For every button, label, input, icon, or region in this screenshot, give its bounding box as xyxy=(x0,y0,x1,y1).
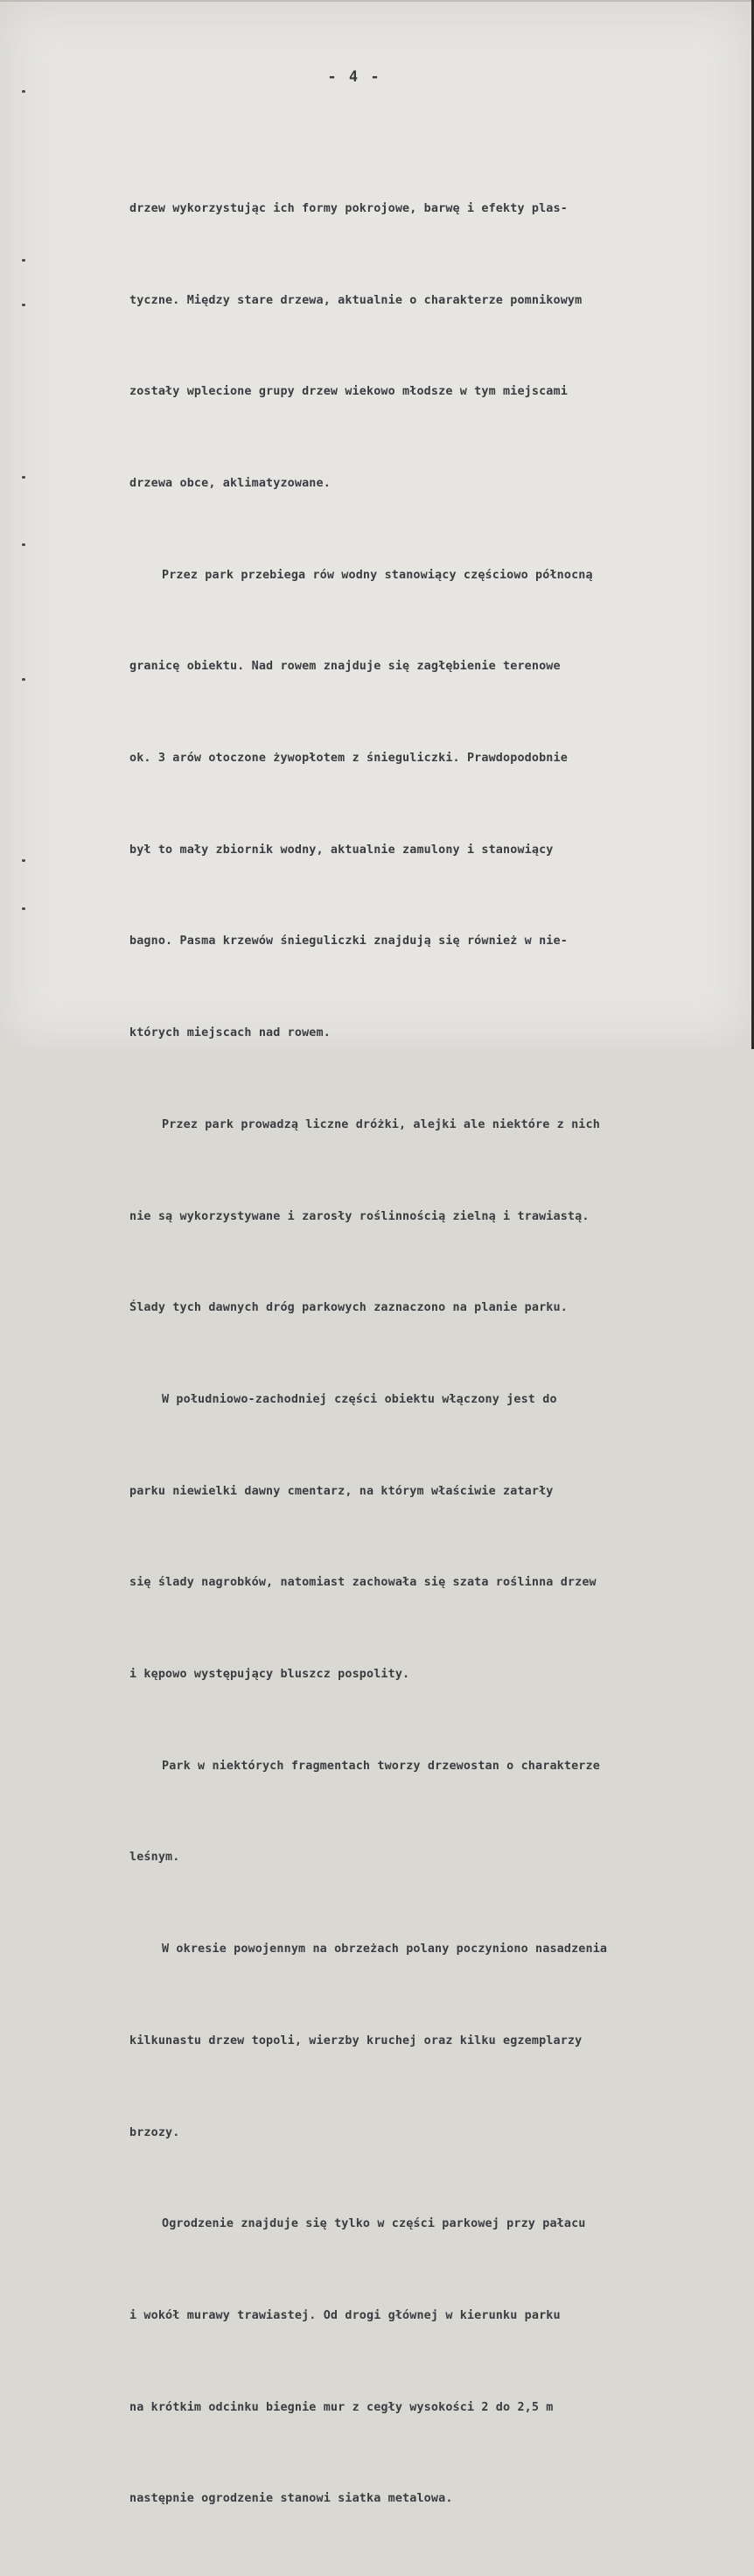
page-number: - 4 - xyxy=(327,68,381,86)
binding-mark xyxy=(22,476,25,479)
binding-mark xyxy=(22,859,25,862)
binding-mark xyxy=(22,543,25,546)
text-line: drzewa obce, aklimatyzowane. xyxy=(129,476,331,490)
binding-mark xyxy=(22,678,25,681)
binding-mark xyxy=(22,90,25,93)
binding-mark xyxy=(22,304,25,306)
text-line: i kępowo występujący bluszcz pospolity. xyxy=(129,1668,410,1682)
binding-mark xyxy=(22,259,25,262)
text-line: leśnym. xyxy=(129,1851,180,1865)
text-line: drzew wykorzystując ich formy pokrojowe, barwę i efekty plas- xyxy=(129,201,568,215)
text-line: parku niewielki dawny cmentarz, na którym właściwie zatarły xyxy=(129,1484,554,1498)
text-line: był to mały zbiornik wodny, aktualnie zamulony i stanowiący xyxy=(129,843,554,857)
text-line: bagno. Pasma krzewów śnieguliczki znajdują się również w nie- xyxy=(129,934,568,948)
binding-marks xyxy=(19,0,31,1049)
text-line: których miejscach nad rowem. xyxy=(129,1026,331,1040)
paragraph-first-line: Przez park przebiega rów wodny stanowiący częściowo północną xyxy=(162,568,593,582)
text-line: nie są wykorzystywane i zarosły roślinnością zielną i trawiastą. xyxy=(129,1209,590,1223)
paragraph-first-line: Ogrodzenie znajduje się tylko w części parkowej przy pałacu xyxy=(162,2217,586,2231)
text-line: na krótkim odcinku biegnie mur z cegły wysokości 2 do 2,5 m xyxy=(129,2400,554,2414)
text-line: tyczne. Między stare drzewa, aktualnie o charakterze pomnikowym xyxy=(129,293,583,307)
text-line: granicę obiektu. Nad rowem znajduje się zagłębienie terenowe xyxy=(129,660,561,674)
text-line: zostały wplecione grupy drzew wiekowo młodsze w tym miejscami xyxy=(129,385,568,399)
paragraph-first-line: W południowo-zachodniej części obiektu włączony jest do xyxy=(162,1392,557,1406)
text-line: następnie ogrodzenie stanowi siatka metalowa. xyxy=(129,2492,453,2506)
typewritten-text xyxy=(129,133,742,2576)
text-line: Ślady tych dawnych dróg parkowych zaznaczono na planie parku. xyxy=(129,1301,568,1315)
paragraph-first-line: Park w niektórych fragmentach tworzy drzewostan o charakterze xyxy=(162,1759,600,1773)
page-top-edge xyxy=(0,0,754,2)
paragraph-first-line: W okresie powojennym na obrzeżach polany poczyniono nasadzenia xyxy=(162,1942,608,1956)
text-line: brzozy. xyxy=(129,2125,180,2139)
text-line: się ślady nagrobków, natomiast zachowała się szata roślinna drzew xyxy=(129,1576,597,1590)
paragraph-first-line: Przez park prowadzą liczne dróżki, alejki ale niektóre z nich xyxy=(162,1117,600,1131)
text-line: ok. 3 arów otoczone żywopłotem z śnieguliczki. Prawdopodobnie xyxy=(129,752,568,766)
binding-mark xyxy=(22,907,25,910)
text-line: kilkunastu drzew topoli, wierzby kruchej oraz kilku egzemplarzy xyxy=(129,2034,583,2048)
text-line: i wokół murawy trawiastej. Od drogi głównej w kierunku parku xyxy=(129,2308,561,2322)
